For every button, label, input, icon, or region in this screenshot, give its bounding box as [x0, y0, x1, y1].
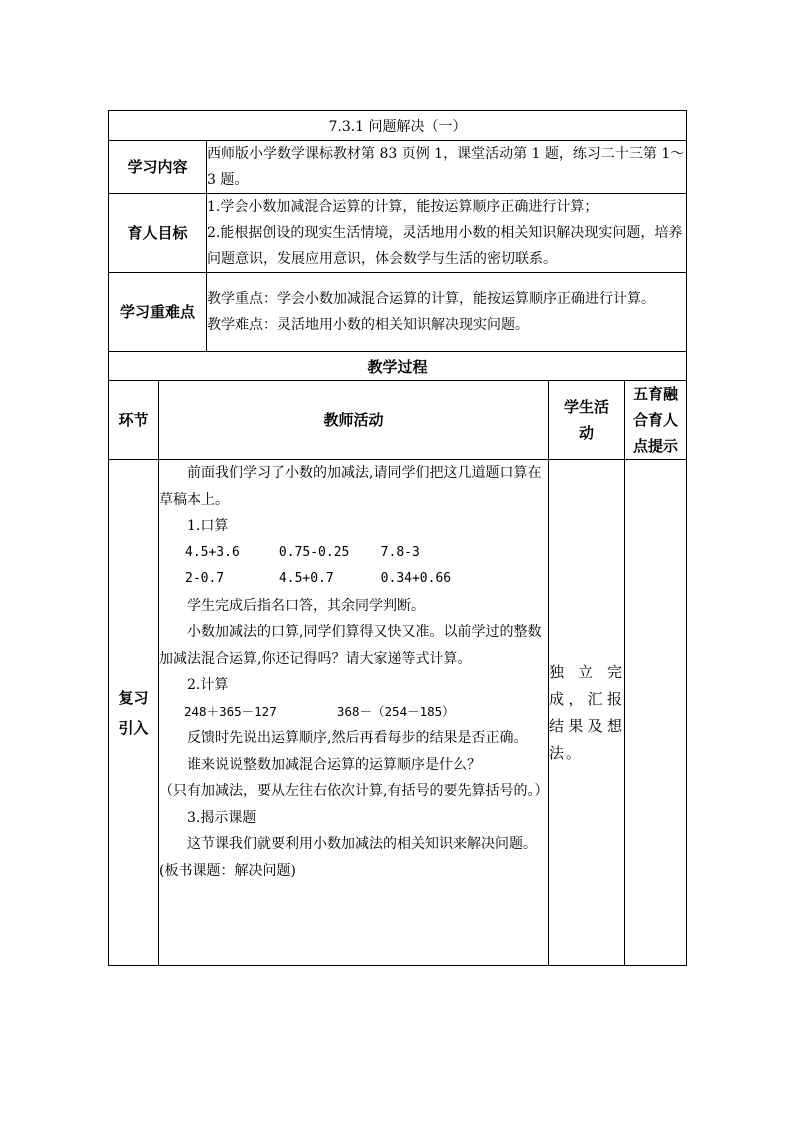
teacher-question: 谁来说说整数加减混合运算的运算顺序是什么？ — [187, 756, 481, 773]
key-text — [207, 273, 687, 352]
key-label: 学习重难点 — [109, 273, 207, 352]
lesson-plan-page — [108, 110, 686, 966]
goal-item-2: 2.能根据创设的现实生活情境，灵活地用小数的相关知识解决现实问题，培养问题意识，发展应用意识，体会数学与生活的密切联系。 — [207, 225, 683, 267]
content-row — [109, 141, 687, 194]
col-tip-header: 五育融合育人点提示 — [625, 381, 687, 460]
lesson-plan-table — [108, 110, 687, 966]
student-activity: 独立完成，汇报结果及想法。 — [549, 460, 625, 966]
teacher-intro: 前面我们学习了小数的加减法,请同学们把这几道题口算在草稿本上。 — [159, 465, 542, 508]
process-heading-row — [109, 352, 687, 381]
review-row — [109, 460, 687, 966]
key-item-1: 教学重点：学会小数加减混合运算的计算，能按运算顺序正确进行计算。 — [207, 291, 655, 307]
content-text: 西师版小学数学课标教材第 83 页例 1，课堂活动第 1 题，练习二十三第 1～3 题。 — [207, 141, 687, 194]
teacher-feedback: 反馈时先说出运算顺序,然后再看每步的结果是否正确。 — [187, 730, 528, 746]
oral-line-1: 4.5+3.6 0.75-0.25 7.8-3 — [185, 544, 420, 560]
calc-line: 248＋365－127 368－（254－185） — [184, 703, 455, 719]
question-answer: （只有加减法，要从左往右依次计算,有括号的要先算括号的。） — [159, 783, 549, 799]
goal-item-1: 1.学会小数加减混合运算的计算，能按运算顺序正确进行计算； — [207, 199, 599, 215]
calc-title: 2.计算 — [187, 677, 229, 693]
oral-note: 学生完成后指名口答，其余同学判断。 — [187, 597, 425, 614]
goal-text — [207, 194, 687, 273]
step-name: 复习引入 — [109, 460, 159, 966]
teacher-activity — [159, 460, 549, 966]
col-step-header: 环节 — [109, 381, 159, 460]
content-label: 学习内容 — [109, 141, 207, 194]
col-student-header: 学生活动 — [549, 381, 625, 460]
goal-row — [109, 194, 687, 273]
reveal-title: 3.揭示课题 — [187, 809, 257, 826]
oral-title: 1.口算 — [187, 518, 229, 534]
reveal-text: 这节课我们就要利用小数加减法的相关知识来解决问题。(板书课题：解决问题) — [159, 836, 537, 879]
title-row — [109, 111, 687, 141]
key-row — [109, 273, 687, 352]
lesson-title: 7.3.1 问题解决（一） — [109, 111, 687, 141]
tip-cell — [625, 460, 687, 966]
goal-label: 育人目标 — [109, 194, 207, 273]
col-teacher-header: 教师活动 — [159, 381, 549, 460]
key-item-2: 教学难点：灵活地用小数的相关知识解决现实问题。 — [207, 317, 529, 333]
process-header-row — [109, 381, 687, 460]
teacher-transition: 小数加减法的口算,同学们算得又快又准。以前学过的整数加减法混合运算,你还记得吗？请大家递等式计算。 — [159, 624, 542, 667]
oral-line-2: 2-0.7 4.5+0.7 0.34+0.66 — [185, 571, 452, 586]
process-heading: 教学过程 — [109, 352, 687, 381]
